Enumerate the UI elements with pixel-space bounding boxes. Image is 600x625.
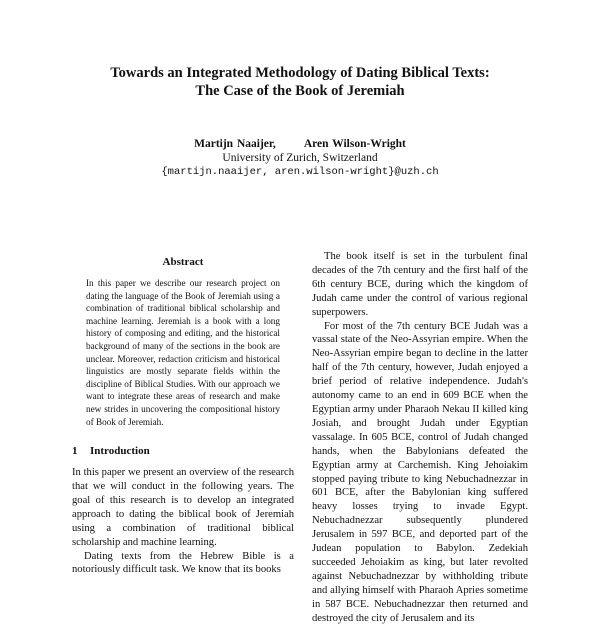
author-1: Martijn Naaijer, <box>194 138 276 150</box>
intro-paragraph-1: In this paper we present an overview of the research that we will conduct in the following years. The goal of this research is to develop an integrated approach to dating the biblical book of Jeremiah using a combination of traditional biblical scholarship and machine learning. <box>72 467 294 548</box>
body-paragraph-1: The book itself is set in the turbulent final decades of the 7th century and the first half of the 6th century BCE, during which the kingdom of Judah came under the control of various regional superpowers. <box>312 251 528 318</box>
section-title: Introduction <box>90 445 150 458</box>
left-column <box>72 250 294 577</box>
author-names <box>0 137 600 151</box>
right-column <box>312 250 528 625</box>
paper-title-line-2: The Case of the Book of Jeremiah <box>195 83 405 99</box>
author-email: {martijn.naaijer, aren.wilson-wright}@uzh.ch <box>161 166 439 178</box>
author-block <box>0 137 600 179</box>
abstract-heading: Abstract <box>162 256 204 268</box>
intro-paragraph-2: Dating texts from the Hebrew Bible is a notoriously difficult task. We know that its books <box>72 550 294 576</box>
section-number: 1 <box>72 445 78 458</box>
section-heading-introduction <box>72 444 294 458</box>
author-2: Aren Wilson-Wright <box>303 138 406 150</box>
abstract-text: In this paper we describe our research project on dating the language of the Book of Jeremiah using a combination of traditional biblical scholarship and machine learning. Jeremiah is a book with a long history of composing and editing, and the historical background of many of the sections in the book are unclear. Moreover, redaction criticism and historical linguistics are mostly separate fields within the discipline of Biblical Studies. With our approach we want to integrate these areas of research and make new strides in uncovering the compositional history of Book of Jeremiah. <box>86 278 280 427</box>
paper-title-line-1: Towards an Integrated Methodology of Dating Biblical Texts: <box>110 65 490 81</box>
body-paragraph-2: For most of the 7th century BCE Judah was a vassal state of the Neo-Assyrian empire. When the Neo-Assyrian empire began to decline in the latter half of the 7th century, however, Judah enjoyed a brief period of relative independence. Judah's autonomy came to an end in 609 BCE when the Egyptian army under Pharaoh Nekau II killed king Josiah, and brought Judah under Egyptian vassalage. In 605 BCE, control of Judah changed hands, when the Babylonians defeated the Egyptian army at Carchemish. King Jehoiakim stopped paying tribute to king Nebuchadnezzar in 601 BCE, after the Babylonian king suffered heavy losses trying to invade Egypt. Nebuchadnezzar subsequently plundered Jerusalem in 597 BCE, and deported part of the Judean population to Babylon. Zedekiah succeeded Jehoiakim as king, but later revolted against Nebuchadnezzar by withholding tribute and allying himself with Pharaoh Apries sometime in 587 BCE. Nebuchadnezzar then returned and destroyed the city of Jerusalem and its <box>312 320 528 624</box>
affiliation: University of Zurich, Switzerland <box>222 152 378 164</box>
paper-title <box>0 64 600 100</box>
